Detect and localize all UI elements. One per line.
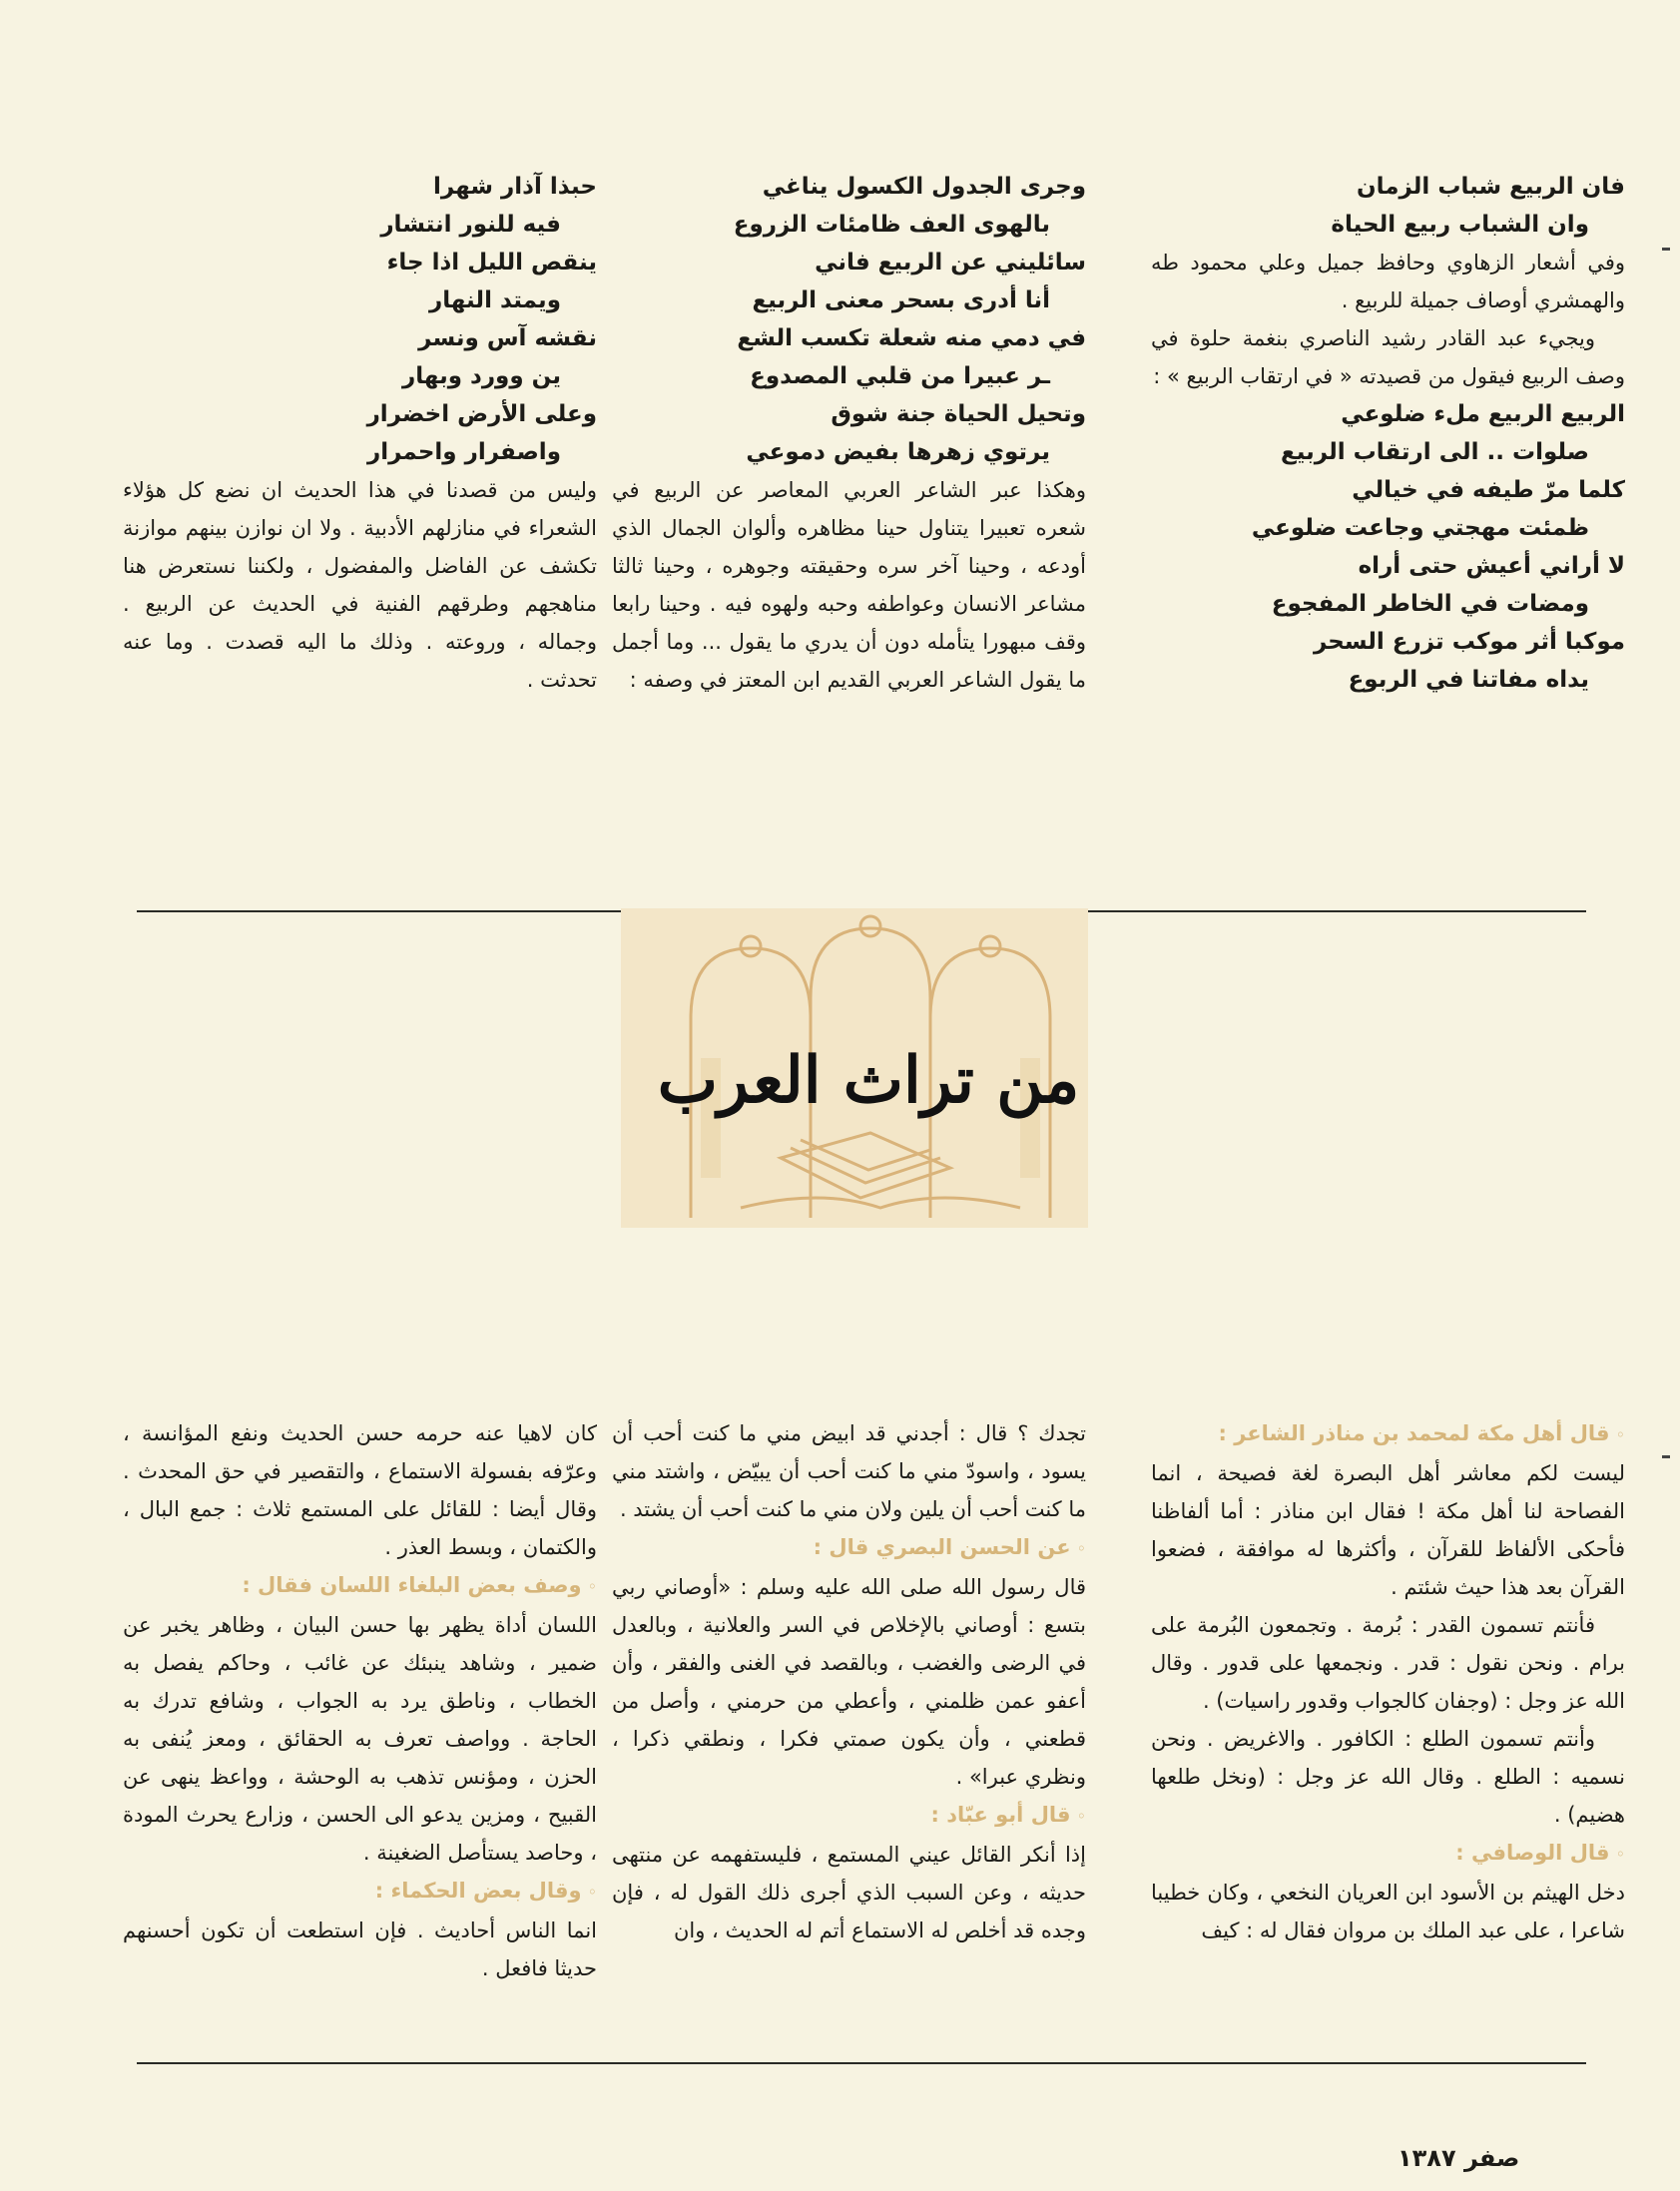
verse-line: كلما مرّ طيفه في خيالي (1352, 477, 1625, 503)
verse-line: لا أراني أعيش حتى أراه (1358, 553, 1625, 579)
verse-line: فان الربيع شباب الزمان (1356, 174, 1625, 200)
anecdote-heading: ◦وصف بعض البلغاء اللسان فقال : (242, 1573, 597, 1597)
verse-line: ومضات في الخاطر المفجوع (1271, 591, 1589, 617)
anecdote-heading: ◦قال أبو عبّاد : (930, 1803, 1086, 1827)
verse-line: وان الشباب ربيع الحياة (1331, 212, 1589, 238)
verse-line: نقشه آس ونسر (418, 325, 597, 351)
verse-line: ويمتد النهار (428, 287, 561, 313)
bullet-icon: ◦ (1076, 1539, 1086, 1558)
verse-line: يرتوي زهرها بفيض دموعي (746, 439, 1050, 465)
edge-mark (1662, 1455, 1670, 1458)
top-right-column (1151, 168, 1625, 699)
paragraph: وفي أشعار الزهاوي وحافظ جميل وعلي محمود طه والهمشري أوصاف جميلة للربيع . (1151, 251, 1625, 312)
verse-line: بالهوى العف ظامئات الزروع (733, 212, 1050, 238)
verse-line: الربيع الربيع ملء ضلوعي (1341, 401, 1625, 427)
verse-line: وجرى الجدول الكسول يناغي (762, 174, 1086, 200)
paragraph: اللسان أداة يظهر بها حسن البيان ، وظاهر يخبر عن ضمير ، وشاهد ينبئك عن غائب ، وحاكم يفصل به الخطاب ، وناطق يرد به الجواب ، وشافع تدرك به الحاجة . وواصف تعرف به الحقائق ، ومعز يُنفى به الحزن ، ومؤنس تذهب به الوحشة ، وواعظ ينهى عن القبيح ، ومزين يدعو الى الحسن ، وزارع يحرث المودة ، وحاصد يستأصل الضغينة . (123, 1613, 597, 1865)
paragraph: وأنتم تسمون الطلع : الكافور . والاغريض . ونحن نسميه : الطلع . وقال الله عز وجل : (ونخل طلعها هضيم) . (1151, 1727, 1625, 1827)
verse-line: صلوات .. الى ارتقاب الربيع (1281, 439, 1589, 465)
paragraph: ويجيء عبد القادر رشيد الناصري بنغمة حلوة في وصف الربيع فيقول من قصيدته « في ارتقاب الربيع » : (1151, 326, 1625, 388)
top-middle-column (612, 168, 1086, 699)
paragraph: قال رسول الله صلى الله عليه وسلم : «أوصاني ربي بتسع : أوصاني بالإخلاص في السر والعلانية ، وبالعدل في الرضى والغضب ، وبالقصد في الغنى والفقر ، وأن أعفو عمن ظلمني ، وأعطي من حرمني ، وأصل من قطعني ، وأن يكون صمتي فكرا ، ونطقي ذكرا ، ونظري عبرا» . (612, 1575, 1086, 1789)
verse-line: وتحيل الحياة جنة شوق (831, 401, 1086, 427)
top-left-column (123, 168, 597, 699)
paragraph: وليس من قصدنا في هذا الحديث ان نضع كل هؤلاء الشعراء في منازلهم الأدبية . ولا ان نوازن بينهم موازنة تكشف عن الفاضل والمفضول ، ولكننا نستعرض هنا مناهجهم وطرقهم الفنية في الحديث عن الربيع . وجماله ، وروعته . وذلك ما اليه قصدت . وما عنه تحدثت . (123, 478, 597, 692)
section-divider (1088, 910, 1586, 912)
bottom-left-column (123, 1414, 597, 1987)
paragraph: انما الناس أحاديث . فإن استطعت أن تكون أحسنهم حديثا فافعل . (123, 1918, 597, 1980)
verse-line: وعلى الأرض اخضرار (366, 401, 597, 427)
paragraph: كان لاهيا عنه حرمه حسن الحديث ونفع المؤانسة ، وعرّفه بفسولة الاستماع ، والتقصير في حق المحدث . وقال أيضا : للقائل على المستمع ثلاث : جمع البال ، والكتمان ، وبسط العذر . (123, 1421, 597, 1559)
paragraph: دخل الهيثم بن الأسود ابن العريان النخعي ، وكان خطيبا شاعرا ، على عبد الملك بن مروان فقال له : كيف (1151, 1881, 1625, 1942)
verse-line: واصفرار واحمرار (366, 439, 561, 465)
verse-line: موكبا أثر موكب تزرع السحر (1313, 629, 1625, 655)
bullet-icon: ◦ (1076, 1807, 1086, 1826)
bullet-icon: ◦ (1615, 1425, 1625, 1444)
verse-line: يداه مفاتنا في الربوع (1348, 667, 1589, 693)
paragraph: تجدك ؟ قال : أجدني قد ابيض مني ما كنت أحب أن يسود ، واسودّ مني ما كنت أحب أن يبيّض ، واشتد مني ما كنت أحب أن يلين ولان مني ما كنت أحب أن يشتد . (612, 1421, 1086, 1521)
anecdote-heading: ◦وقال بعض الحكماء : (374, 1879, 597, 1903)
bullet-icon: ◦ (1615, 1845, 1625, 1864)
verse-line: في دمي منه شعلة تكسب الشع (737, 325, 1086, 351)
bullet-icon: ◦ (587, 1577, 597, 1596)
anecdote-heading: ◦قال الوصافي : (1455, 1841, 1625, 1865)
section-divider (137, 910, 621, 912)
verse-line: أنا أدرى بسحر معنى الربيع (752, 287, 1050, 313)
verse-line: ـر عبيرا من قلبي المصدوع (750, 363, 1050, 389)
verse-line: ينقص الليل اذا جاء (386, 250, 597, 275)
bullet-icon: ◦ (587, 1883, 597, 1902)
anecdote-heading: ◦قال أهل مكة لمحمد بن مناذر الشاعر : (1218, 1421, 1625, 1445)
verse-line: ظمئت مهجتي وجاعت ضلوعي (1251, 515, 1589, 541)
paragraph: ليست لكم معاشر أهل البصرة لغة فصيحة ، انما الفصاحة لنا أهل مكة ! فقال ابن مناذر : أما ألفاظنا فأحكى الألفاظ للقرآن ، وأكثرها له موافقة ، فضعوا القرآن بعد هذا حيث شئتم . (1151, 1461, 1625, 1599)
page-folio: صفر ١٣٨٧ (1398, 2144, 1520, 2172)
paragraph: إذا أنكر القائل عيني المستمع ، فليستفهمه عن منتهى حديثه ، وعن السبب الذي أجرى ذلك القول له ، فإن وجده قد أخلص له الاستماع أتم له الحديث ، وان (612, 1843, 1086, 1942)
paragraph: فأنتم تسمون القدر : بُرمة . وتجمعون البُرمة على برام . ونحن نقول : قدر . ونجمعها على قدور . وقال الله عز وجل : (وجفان كالجواب وقدور راسيات) . (1151, 1613, 1625, 1713)
bottom-right-column (1151, 1414, 1625, 1949)
verse-line: سائليني عن الربيع فاني (815, 250, 1086, 275)
verse-line: ين وورد وبهار (402, 363, 561, 389)
paragraph: وهكذا عبر الشاعر العربي المعاصر عن الربيع في شعره تعبيرا يتناول حينا مظاهره وألوان الجمال الذي أودعه ، وحينا آخر سره وحقيقته وجوهره ، وحينا ثالثا مشاعر الانسان وعواطفه وحبه ولهوه فيه . وحينا رابعا وقف مبهورا يتأمله دون أن يدري ما يقول ... وما أجمل ما يقول الشاعر العربي القديم ابن المعتز في وصفه : (612, 478, 1086, 692)
bottom-middle-column (612, 1414, 1086, 1949)
verse-line: فيه للنور انتشار (380, 212, 561, 238)
footer-divider (137, 2062, 1586, 2064)
section-title-calligraphy: من تراث العرب (657, 1043, 1080, 1118)
anecdote-heading: ◦عن الحسن البصري قال : (813, 1535, 1086, 1559)
edge-mark (1662, 248, 1670, 251)
verse-line: حبذا آذار شهرا (433, 174, 597, 200)
